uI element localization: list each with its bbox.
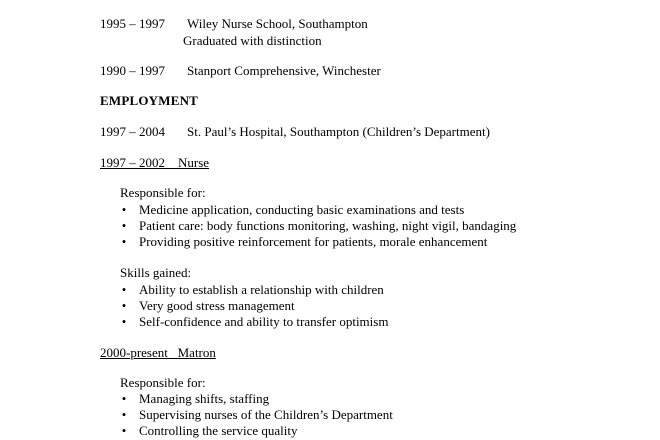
bullet-icon: •	[121, 218, 127, 233]
list-item-text: Ability to establish a relationship with children	[139, 282, 384, 297]
education-institution: Stanport Comprehensive, Winchester	[187, 63, 381, 78]
education-note: Graduated with distinction	[183, 33, 322, 48]
list-item-text: Providing positive reinforcement for patients, morale enhancement	[139, 234, 488, 249]
list-item-text: Medicine application, conducting basic examinations and tests	[139, 202, 465, 217]
bullet-icon: •	[121, 407, 127, 422]
bullet-icon: •	[121, 298, 127, 313]
bullet-icon: •	[121, 202, 127, 217]
employer-name: St. Paul’s Hospital, Southampton (Children’s Department)	[187, 124, 490, 139]
bullet-icon: •	[121, 234, 127, 249]
list-item-text: Controlling the service quality	[139, 423, 298, 438]
list-item-text: Very good stress management	[139, 298, 295, 313]
education-institution: Wiley Nurse School, Southampton	[187, 16, 368, 31]
bullet-icon: •	[121, 391, 127, 406]
responsible-label: Responsible for:	[120, 185, 206, 200]
education-dates: 1990 – 1997	[100, 63, 165, 78]
education-dates: 1995 – 1997	[100, 16, 165, 31]
list-item-text: Patient care: body functions monitoring, washing, night vigil, bandaging	[139, 218, 517, 233]
list-item-text: Supervising nurses of the Children’s Department	[139, 407, 393, 422]
list-item-text: Self-confidence and ability to transfer optimism	[139, 314, 389, 329]
employment-dates: 1997 – 2004	[100, 124, 165, 139]
role-title: 1997 – 2002 Nurse	[100, 155, 210, 170]
role-title: 2000-present Matron	[100, 345, 216, 360]
section-heading-employment: EMPLOYMENT	[100, 93, 199, 108]
responsible-label: Responsible for:	[120, 375, 206, 390]
skills-label: Skills gained:	[120, 265, 192, 280]
bullet-icon: •	[121, 314, 127, 329]
bullet-icon: •	[121, 423, 127, 438]
list-item-text: Managing shifts, staffing	[139, 391, 270, 406]
bullet-icon: •	[121, 282, 127, 297]
